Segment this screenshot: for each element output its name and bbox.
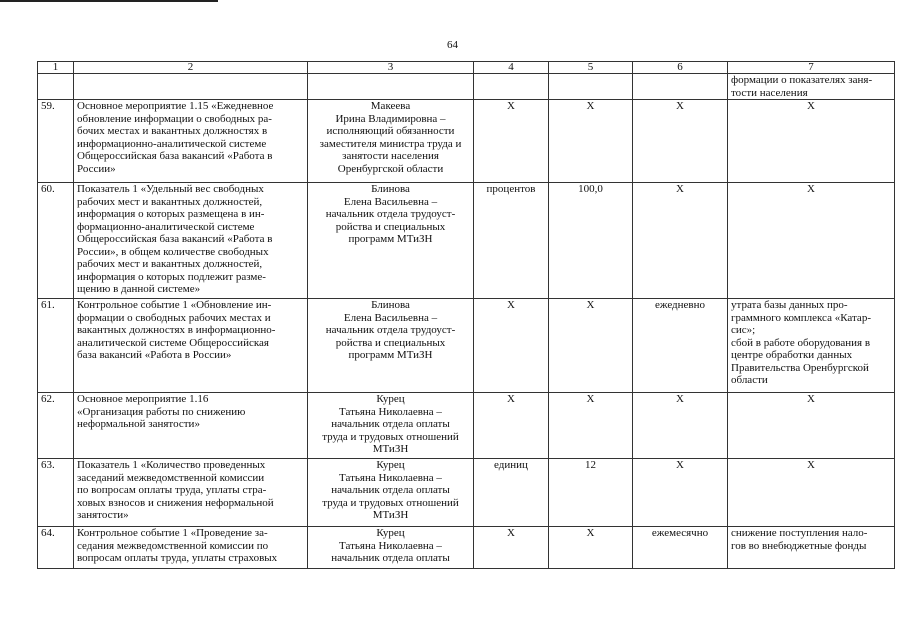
row-unit: Х xyxy=(474,299,549,393)
page-number: 64 xyxy=(447,39,458,51)
text-line: Х xyxy=(807,183,815,195)
text-line: труда и трудовых отношений xyxy=(322,430,459,443)
text-line: Блинова xyxy=(371,183,410,195)
text-line: Елена Васильевна – xyxy=(343,195,438,208)
row-value: 100,0 xyxy=(549,183,633,299)
text-line: бочих местах и вакантных должностях в xyxy=(77,125,268,137)
row-responsible xyxy=(308,459,474,527)
text-line: формационно-аналитической системе xyxy=(77,220,255,233)
row-name xyxy=(74,393,308,459)
row-number: 62. xyxy=(38,393,74,459)
row-period: Х xyxy=(633,183,728,299)
row-responsible xyxy=(308,183,474,299)
row-value: 12 xyxy=(549,459,633,527)
table-row xyxy=(38,183,895,299)
text-line: программ МТиЗН xyxy=(348,349,433,361)
text-line: щению в данной системе» xyxy=(77,283,201,295)
row-risk xyxy=(728,527,895,569)
row-name xyxy=(74,100,308,183)
text-line: начальник отдела трудоуст- xyxy=(325,324,456,336)
text-line: информационно-аналитической системе xyxy=(77,137,267,150)
text-line: начальник отдела трудоуст- xyxy=(325,208,456,220)
text-line: Ирина Владимировна – xyxy=(335,112,446,125)
text-line: России», в общем количестве свободных xyxy=(77,245,269,258)
text-line: снижение поступления нало- xyxy=(731,527,868,539)
text-line: Оренбургской области xyxy=(337,162,444,175)
row-unit: Х xyxy=(474,527,549,569)
text-line: Курец xyxy=(376,459,405,471)
row-period: ежедневно xyxy=(633,299,728,393)
row-value: Х xyxy=(549,527,633,569)
row-unit: Х xyxy=(474,393,549,459)
row-risk xyxy=(728,100,895,183)
top-rule xyxy=(0,0,218,2)
text-line: вопросам оплаты труда, уплаты страховых xyxy=(77,552,278,564)
text-line: заместителя министра труда и xyxy=(319,137,462,150)
row-number xyxy=(38,74,74,100)
text-line: Контрольное событие 1 «Проведение за- xyxy=(77,527,268,539)
row-number: 64. xyxy=(38,527,74,569)
text-line: гов во внебюджетные фонды xyxy=(731,539,867,552)
column-number: 1 xyxy=(38,62,74,74)
text-line: обновление информации о свободных ра- xyxy=(77,112,272,125)
text-line: «Организация работы по снижению xyxy=(77,405,246,418)
row-unit xyxy=(474,74,549,100)
text-line: сис»; xyxy=(731,324,756,336)
text-line: Елена Васильевна – xyxy=(343,311,438,324)
text-line: труда и трудовых отношений xyxy=(322,496,459,509)
text-line: Татьяна Николаевна – xyxy=(339,405,442,418)
table-row xyxy=(38,527,895,569)
text-line: Блинова xyxy=(371,299,410,311)
row-name xyxy=(74,459,308,527)
column-number: 3 xyxy=(308,62,474,74)
row-responsible xyxy=(308,299,474,393)
row-name xyxy=(74,527,308,569)
row-period xyxy=(633,74,728,100)
text-line: Татьяна Николаевна – xyxy=(339,539,442,552)
text-line: утрата базы данных про- xyxy=(731,299,848,311)
text-line: Х xyxy=(807,100,815,112)
row-risk xyxy=(728,183,895,299)
row-number: 63. xyxy=(38,459,74,527)
text-line: ройства и специальных xyxy=(335,336,446,349)
text-line: ховых взносов и снижения неформальной xyxy=(77,496,274,509)
text-line: Макеева xyxy=(370,100,411,112)
row-name xyxy=(74,183,308,299)
table-row xyxy=(38,393,895,459)
text-line: центре обработки данных xyxy=(731,349,853,361)
text-line: исполняющий обязанности xyxy=(326,125,455,137)
text-line: ройства и специальных xyxy=(335,220,446,233)
text-line: Курец xyxy=(376,527,405,539)
text-line: седания межведомственной комиссии по xyxy=(77,539,269,552)
text-line: Показатель 1 «Удельный вес свободных xyxy=(77,183,264,195)
text-line: тости населения xyxy=(731,86,808,99)
text-line: начальник отдела оплаты xyxy=(331,484,450,496)
row-responsible xyxy=(308,527,474,569)
text-line: база вакансий «Работа в России» xyxy=(77,349,232,361)
column-number: 6 xyxy=(633,62,728,74)
text-line: аналитической системе Общероссийская xyxy=(77,336,269,349)
text-line: занятости» xyxy=(77,509,129,521)
row-number: 59. xyxy=(38,100,74,183)
row-risk xyxy=(728,74,895,100)
row-name xyxy=(74,299,308,393)
row-number: 61. xyxy=(38,299,74,393)
text-line: Татьяна Николаевна – xyxy=(339,471,442,484)
text-line: вакантных должностях в информационно- xyxy=(77,324,276,336)
text-line: по вопросам оплаты труда, уплаты стра- xyxy=(77,484,267,496)
row-value xyxy=(549,74,633,100)
row-unit: единиц xyxy=(474,459,549,527)
text-line: информация о которых подлежит разме- xyxy=(77,270,266,283)
column-number: 2 xyxy=(74,62,308,74)
table-row xyxy=(38,459,895,527)
text-line: России» xyxy=(77,162,116,175)
text-line: Показатель 1 «Количество проведенных xyxy=(77,459,266,471)
text-line: области xyxy=(731,374,768,386)
text-line: Контрольное событие 1 «Обновление ин- xyxy=(77,299,272,311)
text-line: Х xyxy=(807,459,815,471)
row-value: Х xyxy=(549,100,633,183)
row-period: Х xyxy=(633,100,728,183)
column-number: 7 xyxy=(728,62,895,74)
row-risk xyxy=(728,393,895,459)
row-unit: Х xyxy=(474,100,549,183)
text-line: Общероссийская база вакансий «Работа в xyxy=(77,233,273,245)
text-line: формации о показателях заня- xyxy=(731,74,873,86)
table-row xyxy=(38,100,895,183)
row-responsible xyxy=(308,393,474,459)
table-row-continuation xyxy=(38,74,895,100)
text-line: МТиЗН xyxy=(372,509,409,521)
table-row xyxy=(38,299,895,393)
text-line: Курец xyxy=(376,393,405,405)
row-name xyxy=(74,74,308,100)
column-number-row xyxy=(38,62,895,74)
text-line: программ МТиЗН xyxy=(348,233,433,245)
row-risk xyxy=(728,299,895,393)
row-unit: процентов xyxy=(474,183,549,299)
text-line: начальник отдела оплаты xyxy=(331,418,450,430)
row-period: Х xyxy=(633,393,728,459)
text-line: рабочих мест и вакантных должностей, xyxy=(77,195,263,208)
text-line: Общероссийская база вакансий «Работа в xyxy=(77,150,273,162)
row-responsible xyxy=(308,100,474,183)
text-line: Основное мероприятие 1.15 «Ежедневное xyxy=(77,100,274,112)
row-value: Х xyxy=(549,299,633,393)
row-period: ежемесячно xyxy=(633,527,728,569)
text-line: МТиЗН xyxy=(372,443,409,455)
text-line: рабочих мест и вакантных должностей, xyxy=(77,258,263,270)
text-line: занятости населения xyxy=(342,150,439,162)
column-number: 5 xyxy=(549,62,633,74)
row-value: Х xyxy=(549,393,633,459)
text-line: Х xyxy=(807,393,815,405)
row-risk xyxy=(728,459,895,527)
text-line: формации о свободных рабочих местах и xyxy=(77,311,271,324)
activities-table xyxy=(37,61,895,569)
column-number: 4 xyxy=(474,62,549,74)
text-line: граммного комплекса «Катар- xyxy=(731,311,871,324)
text-line: информация о которых размещена в ин- xyxy=(77,208,265,220)
text-line: Правительства Оренбургской xyxy=(731,361,869,374)
text-line: неформальной занятости» xyxy=(77,418,200,430)
row-number: 60. xyxy=(38,183,74,299)
row-period: Х xyxy=(633,459,728,527)
text-line: сбой в работе оборудования в xyxy=(731,336,871,349)
row-responsible xyxy=(308,74,474,100)
text-line: начальник отдела оплаты xyxy=(331,552,450,564)
text-line: заседаний межведомственной комиссии xyxy=(77,471,265,484)
text-line: Основное мероприятие 1.16 xyxy=(77,393,209,405)
